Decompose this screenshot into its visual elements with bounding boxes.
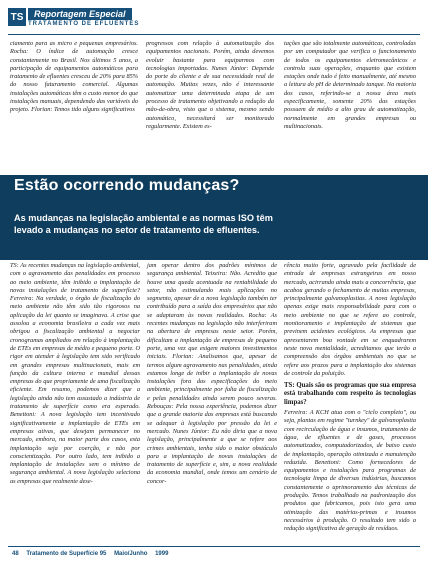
question-heading: TS: Quais são os programas que sua empresa está trabalhando com respeito às tecnologias limpas? bbox=[284, 382, 416, 406]
article-headline: Estão ocorrendo mudanças? bbox=[14, 177, 240, 194]
section-title: Reportagem Especial bbox=[28, 8, 132, 20]
page-footer bbox=[12, 551, 174, 557]
issue-months: Maio/Junho bbox=[114, 551, 148, 557]
page-number: 48 bbox=[12, 551, 19, 557]
body-column-3b-text: Ferreira: A KCH atua com o "ciclo completo", ou seja, plantas em regime "turnkey" de galvanoplastia com recirculação de água e insumos, tratamento de água, de efluentes e de gases, processos automatizados, computadorizados, de baixo custo de implantação, operação otimizada e manutenção reduzida. Benettoni: Como fornecedores de equipamentos e instalações para programas de tecnologia limpa de diversas indústrias, buscamos constantemente o aprimoramento das técnicas de produção. Temos trabalhado na padronização dos produtos que fabricamos, pois isto gera uma otimização das matérias-primas e insumos necessários à produção. O resultado tem sido a redução significativa de geração de resíduos. bbox=[284, 409, 416, 533]
top-column-1 bbox=[10, 40, 138, 115]
top-column-2 bbox=[146, 40, 274, 131]
section-header bbox=[8, 7, 420, 37]
issue-year: 1999 bbox=[155, 551, 169, 557]
footer-rule bbox=[8, 546, 420, 547]
body-column-3 bbox=[284, 262, 416, 534]
magazine-name: Tratamento de Superfície 95 bbox=[26, 551, 107, 557]
magazine-logo-badge: TS bbox=[8, 8, 26, 26]
header-rule bbox=[8, 34, 420, 35]
article-deck: As mudanças na legislação ambiental e as normas ISO têm levado a mudanças no setor de tratamento de efluentes. bbox=[14, 213, 273, 235]
body-column-1-text: TS: As recentes mudanças na legislação ambiental, com o agravamento das penalidades em processo ao meio ambiente, têm inibido a implantação de novas instalações de tratamento de superfície? Ferreira: Na verdade, o órgão de fiscalização do meio ambiente não têm sido tão rigorosos na aplicação da lei quanto se imaginava. A crise que assolou a economia brasileira a cada vez mais obrigou a fiscalização ambiental a negociar cronogramas ampliados em relação à implantação de ETEs em empresas de médio e pequeno porte. O rigor em atender à legislação tem sido verificado em grandes empresas multinacionais, mais em função da cultura interna e mundial dessas empresas do que propriamente de uma fiscalização eficiente. Em resumo, podemos dizer que a legislação ainda não tem assustado a indústria de tratamento de superfície como era esperado. Benettoni: A nova legislação tem incentivado significativamente a implantação de ETEs em empresas ativas, que desejam permanecer no mercado, embora, na maior parte dos casos, esta implantação seja por coerção, e não por conscientização. Por outro lado, tem inibido a implantação de instalações sem o mínimo de segurança ambiental. A nova legislação seleciona as empresas que realmente dese- bbox=[10, 262, 140, 485]
top-column-2-text: progressos com relação à automatização dos equipamentos nacionais. Porém, ainda devemos evoluir bastante para equiparmos com tecnologias importadas. Nunes Júnior: Depende do porte do cliente e de sua necessidade real de automação. Muitas vezes, não é interessante automatizar uma determinada etapa de um processo de tratamento objetivando a redução da mão-de-obra, visto que o sistema, mesmo sendo automático, necessitará ser monitorado regularmente. Existem es- bbox=[146, 40, 274, 130]
body-column-2 bbox=[147, 262, 277, 486]
top-column-1-text: ciamento para as micro e pequenas empresários. Rocha: O índice de automação cresce constantemente no Brasil. Nos últimos 5 anos, a participação de equipamentos automáticos para tratamento de efluentes cresceu de 20% para 85% do nosso faturamento comercial. Algumas instalações automáticas têm o custo menor do que instalações manuais, dependendo das variáveis do projeto. Florian: Temos tido alguns significativos bbox=[10, 40, 138, 114]
top-column-3 bbox=[284, 40, 416, 131]
body-column-3a-text: rência muito forte, agravado pela facilidade de entrada de empresas estrangeiras em nosso mercado, acirrando ainda mais a concorrência, que acabou gerando o fechamento de muitas empresas, principalmente galvanoplastias. A nova legislação apenas exige mais responsabilidade para com o meio ambiente no que se refere ao controle, monitoramento e implantação de sistemas que previnem acidentes ecológicos. As empresas que apresentarem boa vontade em se enquadrarem neste nova mentalidade, acreditamos que terão a compreensão dos órgãos ambientais no que se refere aos prazos para a implantação dos sistemas de controle da poluição. bbox=[284, 262, 416, 377]
section-subtitle: TRATAMENTO DE EFLUENTES bbox=[28, 21, 140, 27]
body-column-2-text: jam operar dentro dos padrões mínimos de segurança ambiental. Teixeira: Não. Acredito que houve uma queda acentuada na rentabilidade do setor, não estimulando mais aplicações no segmento, apesar de a nova legislação também ter contribuído para a saída dos empresários que não se adaptaram às novas realidades. Rocha: As recentes mudanças na legislação não interferiram na abertura de empresas neste setor. Porém, dificultam a implantação de empresas de pequeno porte, uma vez que exigem maiores investimentos iniciais. Florian: Analisamos que, apesar de termos algum agravamento nas penalidades, ainda estamos longe de inibir a implantação de novas instalações fora das especificações do meio ambiente, principalmente por falta de fiscalização e pelas penalidades ainda serem pouco severas. Rebouças: Pela nossa experiência, podemos dizer que a grande maioria das empresas está buscando se adequar à legislação por pressão da lei e mercado. Nunes Júnior: Eu não diria que a nova legislação, principalmente a que se refere aos crimes ambientais, tenha sido o maior obstáculo para a implantação de novas instalações de tratamento de superfície e, sim, a nova realidade da economia mundial, onde temos um cenário de concor- bbox=[147, 262, 277, 485]
body-column-1 bbox=[10, 262, 140, 486]
top-column-3-text: tações que são totalmente automáticas, controladas por um computador que verifica o funcionamento de todos os equipamentos eletromecânicos e controla suas operações, enquanto que existem estações onde tudo é feito manualmente, até mesmo a leitura do pH de determinado tanque. Na maioria dos casos, referindo-se a nossa área mais especificamente, somente 20% das estações possuem de médio a alto grau de automatização, normalmente em grandes empresas ou multinacionais. bbox=[284, 40, 416, 130]
